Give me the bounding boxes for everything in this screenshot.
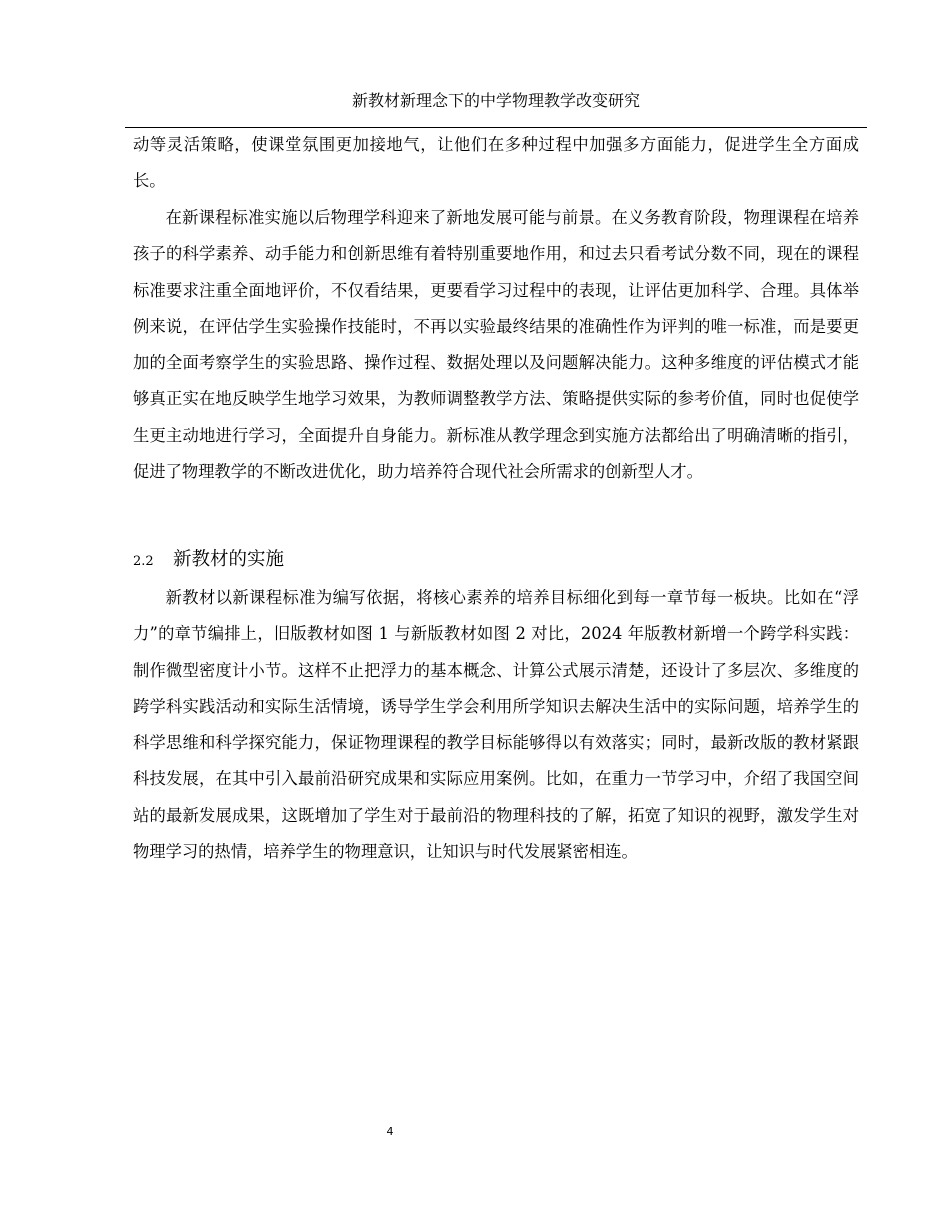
page-number: 4 — [386, 1125, 394, 1138]
section-heading — [133, 545, 284, 575]
running-header: 新教材新理念下的中学物理教学改变研究 — [351, 91, 640, 110]
section-number: 2.2 — [133, 554, 154, 569]
paragraph-new-textbook: 新教材以新课程标准为编写依据，将核心素养的培养目标细化到每一章节每一板块。比如在“浮力”的章节编排上，旧版教材如图 1 与新版教材如图 2 对比，2024 年版教材新增一个跨学科实践：制作微型密度计小节。这样不止把浮力的基本概念、计算公式展示清楚，还设计了多层次、多维度的跨学科实践活动和实际生活情境，诱导学生学会利用所学知识去解决生活中的实际问题，培养学生的科学思维和科学探究能力，保证物理课程的教学目标能够得以有效落实；同时，最新改版的教材紧跟科技发展，在其中引入最前沿研究成果和实际应用案例。比如，在重力一节学习中，介绍了我国空间站的最新发展成果，这既增加了学生对于最前沿的物理科技的了解，拓宽了知识的视野，激发学生对物理学习的热情，培养学生的物理意识，让知识与时代发展紧密相连。 — [133, 588, 859, 862]
paragraph-continuation: 动等灵活策略，使课堂氛围更加接地气，让他们在多种过程中加强多方面能力，促进学生全方面成长。 — [133, 135, 859, 191]
section-title: 新教材的实施 — [173, 549, 285, 570]
paragraph-curriculum-standard: 在新课程标准实施以后物理学科迎来了新地发展可能与前景。在义务教育阶段，物理课程在培养孩子的科学素养、动手能力和创新思维有着特别重要地作用，和过去只看考试分数不同，现在的课程标准要求注重全面地评价，不仅看结果，更要看学习过程中的表现，让评估更加科学、合理。具体举例来说，在评估学生实验操作技能时，不再以实验最终结果的准确性作为评判的唯一标准，而是要更加的全面考察学生的实验思路、操作过程、数据处理以及问题解决能力。这种多维度的评估模式才能够真正实在地反映学生地学习效果，为教师调整教学方法、策略提供实际的参考价值，同时也促使学生更主动地进行学习，全面提升自身能力。新标准从教学理念到实施方法都给出了明确清晰的指引，促进了物理教学的不断改进优化，助力培养符合现代社会所需求的创新型人才。 — [133, 208, 859, 482]
